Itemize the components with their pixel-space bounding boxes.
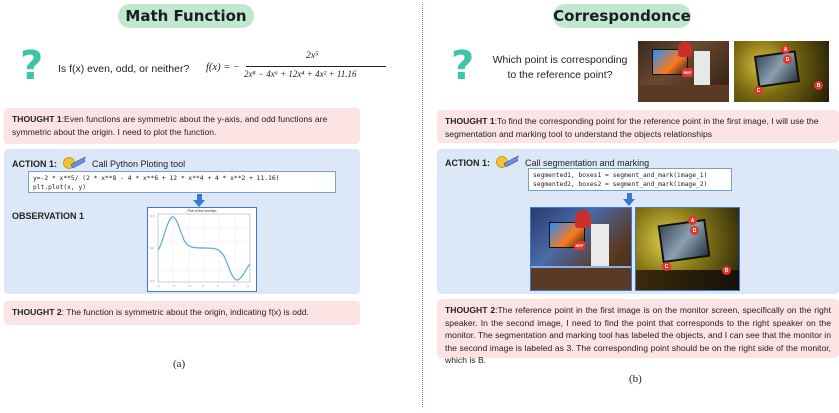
desk xyxy=(531,266,632,291)
thought-1-label: THOUGHT 1 xyxy=(445,116,495,126)
action-1-tool-name: Call Python Ploting tool xyxy=(92,159,186,169)
question-mark-icon: ? xyxy=(20,43,44,89)
action-1-tool-name: Call segmentation and marking xyxy=(525,158,650,168)
svg-text:−0.5: −0.5 xyxy=(148,280,155,283)
svg-text:0.5: 0.5 xyxy=(150,215,155,218)
thought-1-box xyxy=(4,108,360,144)
pencil-tool-icon xyxy=(496,155,520,169)
pencil-tool-icon xyxy=(63,156,87,170)
svg-text:−3: −3 xyxy=(171,285,175,288)
thought-1-text: :To find the corresponding point for the reference point in the first image, I will use the segmentation and marking tool to understand the objects relationships xyxy=(445,116,819,139)
down-arrow-head xyxy=(623,199,635,206)
panel-correspondence xyxy=(437,0,839,413)
pc-tower xyxy=(591,224,609,268)
code-line-2: segmented2, boxes2 = segment_and_mark(image_2) xyxy=(533,181,708,188)
desk xyxy=(638,85,729,102)
svg-text:−2: −2 xyxy=(187,285,191,288)
formula-numerator: 2x⁵ xyxy=(306,51,319,61)
observation-label: OBSERVATION 1 xyxy=(12,211,85,221)
code-line-1: segmented1, boxes1 = segment_and_mark(image_1) xyxy=(533,172,708,179)
action-1-label: ACTION 1: xyxy=(12,159,57,169)
formula-lhs: f(x) = − xyxy=(206,62,240,73)
pc-tower xyxy=(694,51,710,89)
question-text xyxy=(490,53,630,83)
panel-title-text: Correspondonce xyxy=(553,7,691,25)
code-line-1: y=-2 * x**5/ (2 * x**8 - 4 * x**6 + 12 * x**4 + 4 * x**2 + 11.16) xyxy=(33,175,280,182)
question-line-1: Which point is corresponding xyxy=(492,54,628,66)
thought-2-text: : The function is symmetric about the origin, indicating f(x) is odd. xyxy=(61,307,309,317)
formula-fraction-bar xyxy=(246,66,386,67)
formula xyxy=(206,52,392,88)
panel-divider xyxy=(422,2,423,407)
action-1-header xyxy=(445,155,649,169)
action-1-header xyxy=(12,156,185,170)
segmented-image-1 xyxy=(530,207,632,291)
function-plot xyxy=(148,208,255,290)
panel-math-function xyxy=(0,0,362,413)
tag-a: A xyxy=(781,45,790,54)
thought-2-box xyxy=(4,301,360,325)
thought-1-label: THOUGHT 1 xyxy=(12,114,62,124)
reference-point-tag: REF xyxy=(575,243,584,248)
panel-title-text: Math Function xyxy=(125,7,247,25)
tag-c: C xyxy=(754,86,763,95)
plot-title: Plot of the function xyxy=(187,209,217,213)
tag-d: D xyxy=(690,226,699,235)
svg-text:3: 3 xyxy=(233,285,235,288)
svg-text:0: 0 xyxy=(202,285,204,288)
question-mark-icon: ? xyxy=(451,43,475,89)
thought-2-label: THOUGHT 2 xyxy=(12,307,62,317)
thought-1-text: :Even functions are symmetric about the y-axis, and odd functions are symmetric about the origin. I need to plot the function. xyxy=(12,114,328,137)
tag-b: B xyxy=(814,81,823,90)
thought-2-box xyxy=(437,299,839,366)
svg-text:0.0: 0.0 xyxy=(150,247,155,250)
code-block xyxy=(28,171,336,193)
monitor-screen xyxy=(754,50,800,88)
question-text: Is f(x) even, odd, or neither? xyxy=(58,63,190,75)
svg-text:2: 2 xyxy=(217,285,219,288)
reference-image-2 xyxy=(734,41,829,102)
caption-a: (a) xyxy=(173,358,186,370)
red-flower xyxy=(678,41,692,57)
thought-2-label: THOUGHT 2 xyxy=(445,305,496,315)
code-line-2: plt.plot(x, y) xyxy=(33,184,87,191)
tag-b: B xyxy=(722,266,731,275)
thought-2-text: :The reference point in the first image is on the monitor screen, specifically on the right speaker. In the second image, I need to find the point that corresponds to the right speaker on the monitor. The segmentation and marking tool has labeled the objects, and I can see that the monitor in the second image is labeled as 3. The corresponding point should be on the right side of the monitor, which is B. xyxy=(445,305,831,366)
reference-point-tag: REF xyxy=(683,70,692,75)
panel-title xyxy=(118,4,254,28)
tag-a: A xyxy=(688,216,697,225)
panel-title xyxy=(553,4,691,28)
caption-b: (b) xyxy=(629,373,642,385)
reference-image-1 xyxy=(638,41,729,102)
code-block xyxy=(528,168,732,191)
action-1-box xyxy=(437,149,839,294)
down-arrow-head xyxy=(193,200,205,207)
action-1-box xyxy=(4,149,360,294)
svg-text:−4: −4 xyxy=(156,285,160,288)
thought-1-box xyxy=(437,110,839,143)
formula-denominator: 2x⁸ − 4x⁶ + 12x⁴ + 4x² + 11.16 xyxy=(244,69,357,79)
question-line-2: to the reference point? xyxy=(507,69,613,81)
tag-c: C xyxy=(662,262,671,271)
monitor-screen xyxy=(658,219,711,263)
action-1-label: ACTION 1: xyxy=(445,158,490,168)
segmented-image-2 xyxy=(635,207,740,291)
plot-figure xyxy=(147,207,257,292)
red-flower xyxy=(575,210,591,228)
svg-text:4: 4 xyxy=(247,285,249,288)
tag-d: D xyxy=(783,55,792,64)
